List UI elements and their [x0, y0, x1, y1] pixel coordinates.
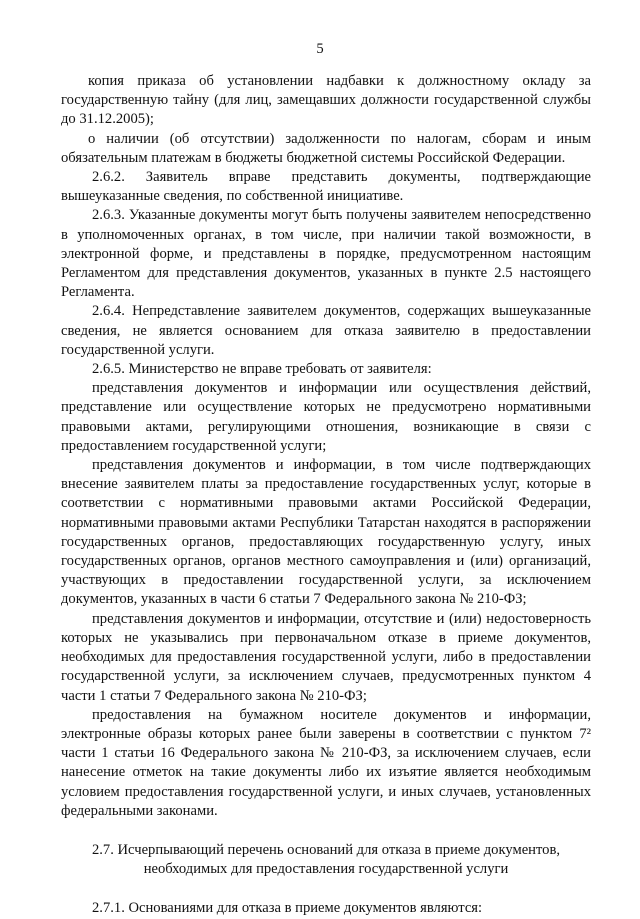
spacer — [61, 879, 591, 899]
paragraph-requirement-3: представления документов и информации, отсутствие и (или) недостоверность которых не указывались при первоначальном отказе в приеме документов, необходимых для предоставления государственной услуги, либо в предоставлении государственной услуги, за исключением случаев, предусмотренных пунктом 4 части 1 статьи 7 Федерального закона № 210-ФЗ; — [61, 610, 591, 704]
paragraph-order-copy: копия приказа об установлении надбавки к должностному окладу за государственную тайну (для лиц, замещавших должности государственной службы до 31.12.2005); — [61, 73, 591, 128]
section-heading-line-1: 2.7. Исчерпывающий перечень оснований для отказа в приеме документов, — [91, 841, 561, 858]
paragraph-2-6-5: 2.6.5. Министерство не вправе требовать от заявителя: — [92, 361, 432, 378]
paragraph-2-7-1: 2.7.1. Основаниями для отказа в приеме документов являются: — [92, 900, 483, 917]
paragraph-2-6-2: 2.6.2. Заявитель вправе представить документы, подтверждающие вышеуказанные сведения, по собственной инициативе. — [61, 169, 591, 205]
paragraph-requirement-4: предоставления на бумажном носителе документов и информации, электронные образы которых ранее были заверены в соответствии с пунктом 7² части 1 статьи 16 Федерального закона № 210-ФЗ, за исключением случаев, если нанесение отметок на такие документы либо их изъятие является необходимым условием предоставления государственной услуги, и иных случаев, установленных федеральными законами. — [61, 706, 591, 819]
document-body — [61, 72, 591, 919]
paragraph-tax-debt: о наличии (об отсутствии) задолженности по налогам, сборам и иным обязательным платежам в бюджеты бюджетной системы Российской Федерации. — [61, 130, 591, 166]
page-number: 5 — [316, 41, 324, 57]
paragraph-2-6-3: 2.6.3. Указанные документы могут быть получены заявителем непосредственно в уполномоченных органах, в том числе, при наличии такой возможности, в электронной форме, и представлены в порядке, предусмотренном настоящим Регламентом для представления документов, указанных в пункте 2.5 настоящего Регламента. — [61, 207, 591, 301]
paragraph-requirement-1: представления документов и информации или осуществления действий, представление или осуществление которых не предусмотрено нормативными правовыми актами, регулирующими отношения, возникающие в связи с предоставлением государственной услуги; — [61, 380, 591, 454]
section-heading-line-2: необходимых для предоставления государственной услуги — [143, 861, 509, 878]
paragraph-2-6-4: 2.6.4. Непредставление заявителем документов, содержащих вышеуказанные сведения, не является основанием для отказа заявителю в предоставлении государственной услуги. — [61, 303, 591, 358]
section-heading-2-7 — [61, 841, 591, 879]
paragraph-requirement-2: представления документов и информации, в том числе подтверждающих внесение заявителем платы за предоставление государственных услуг, которые в соответствии с нормативными правовыми актами Российской Федерации, нормативными правовыми актами Республики Татарстан находятся в распоряжении государственных органов, предоставляющих государственную услугу, иных государственных органов, органов местного самоуправления и (или) организаций, участвующих в предоставлении государственной услуги, за исключением документов, указанных в части 6 статьи 7 Федерального закона № 210-ФЗ; — [61, 457, 591, 608]
